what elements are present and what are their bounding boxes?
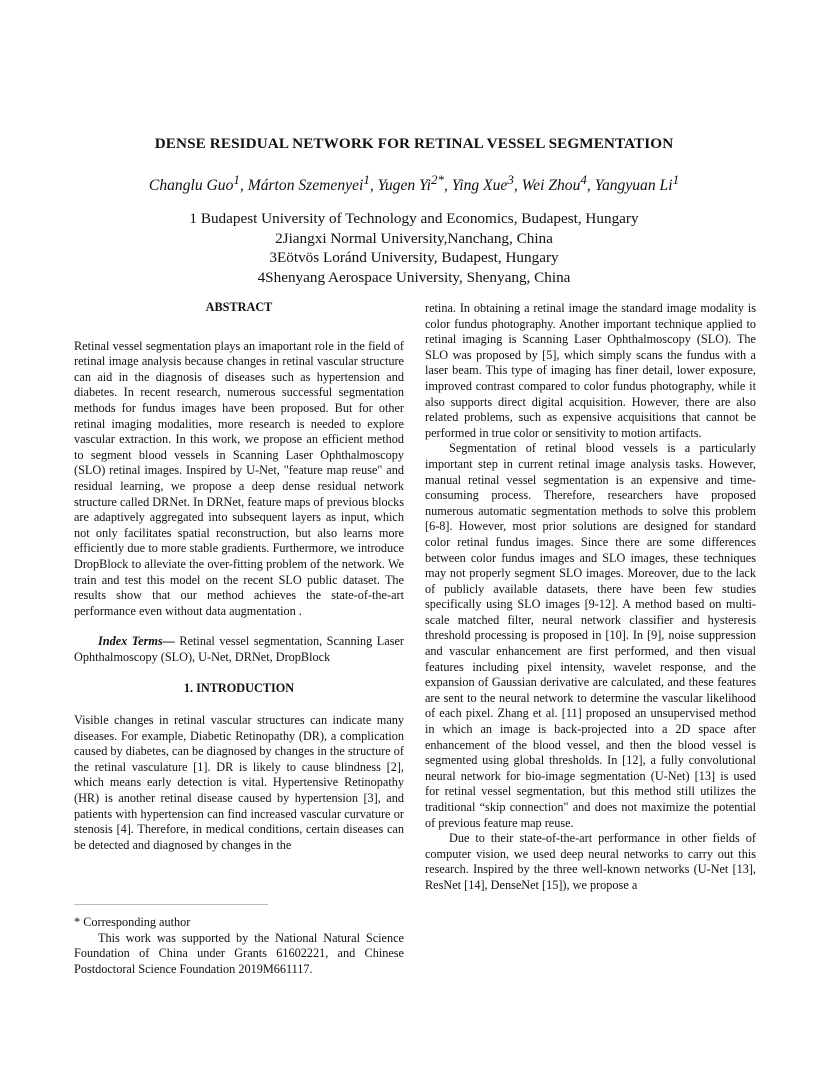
affiliation-4: 4Shenyang Aerospace University, Shenyang, China <box>257 268 571 286</box>
index-terms-text: Retinal vessel segmentation, Scanning Laser Ophthalmoscopy (SLO), U-Net, DRNet, DropBlock <box>74 634 404 664</box>
right-column <box>425 301 756 894</box>
index-terms-label: Index Terms— <box>98 634 175 649</box>
abstract-heading: ABSTRACT <box>205 300 273 314</box>
introduction-paragraph: Visible changes in retinal vascular structures can indicate many diseases. For example, Diabetic Retinopathy (DR), a complication caused by diabetes, can be diagnosed by changes in the structure of the retinal vasculature [1]. DR is likely to cause blindness [2], which means early detection is vital. Hypertensive Retinopathy (HR) is another retinal disease caused by hypertension [3], and patients with hypertension can find increased vascular curvature or stenosis [4]. Therefore, in medical conditions, certain diseases can be detected and diagnosed by changes in the <box>74 713 404 852</box>
left-column <box>74 300 404 853</box>
introduction-heading: 1. INTRODUCTION <box>183 681 295 696</box>
affiliation-1: 1 Budapest University of Technology and Economics, Budapest, Hungary <box>189 210 639 227</box>
affiliation-2: 2Jiangxi Normal University,Nanchang, China <box>275 229 553 247</box>
footnote-corresponding: * Corresponding author <box>74 915 191 929</box>
body-paragraph-2: Segmentation of retinal blood vessels is a particularly important step in current retinal image analysis tasks. However, manual retinal vessel segmentation is an expensive and time-consuming process. Therefore, researchers have proposed numerous automatic segmentation methods to solve this problem [6-8]. However, most prior solutions are designed for standard color retinal fundus images. Since there are some differences between color fundus images and SLO images, these techniques may not properly segment SLO images. Moreover, due to the lack of publicly available datasets, there have been few studies specifically using SLO images [9-12]. A method based on multi-scale matched filter, neural network classifier and hysteresis threshold processing is proposed in [10]. In [9], noise suppression and vascular enhancement are first performed, and then visual features including pixel intensity, wavelet response, and the expansion of Gaussian derivative are calculated, and these features are sent to the neural network to determine the vascular likelihood of each pixel. Zhang et al. [11] proposed an unsupervised method in which an image is back-projected into a 2D space after enhancement of the blood vessel, and then the blood vessel is segmented using global thresholds. In [12], a fully convolutional neural network for bio-image segmentation (U-Net) [13] is used for retinal vessel segmentation, but this method still utilizes the traditional “skip connection" and does not maximize the potential of previous feature map reuse. <box>425 441 756 830</box>
body-paragraph-3: Due to their state-of-the-art performance in other fields of computer vision, we used deep neural networks to carry out this research. Inspired by the three well-known networks (U-Net [13], ResNet [14], DenseNet [15]), we propose a <box>425 831 756 892</box>
affiliation-3: 3Eötvös Loránd University, Budapest, Hungary <box>269 249 559 266</box>
footnote-divider <box>74 904 268 905</box>
paper-title: DENSE RESIDUAL NETWORK FOR RETINAL VESSEL SEGMENTATION <box>154 135 674 152</box>
affiliations <box>0 209 828 287</box>
abstract-text: Retinal vessel segmentation plays an imaportant role in the field of retinal image analysis because changes in retinal vascular structure can aid in the diagnosis of diseases such as hypertension and diabetes. In recent research, numerous successful segmentation methods for fundus images have been proposed. But for other retinal imaging modalities, more research is needed to explore vascular extraction. In this work, we propose an efficient method to segment blood vessels in Scanning Laser Ophthalmoscopy (SLO) retinal images. Inspired by U-Net, "feature map reuse" and residual learning, we propose a deep dense residual network structure called DRNet. In DRNet, feature maps of previous blocks are adaptively aggregated into subsequent layers as input, which not only facilitates spatial reconstruction, but also learns more efficiently due to more stable gradients. Furthermore, we introduce DropBlock to alleviate the over-fitting problem of the network. We train and test this model on the recent SLO public dataset. The results show that our method achieves the state-of-the-art performance even without data augmentation . <box>74 338 404 618</box>
body-paragraph-1: retina. In obtaining a retinal image the standard image modality is color fundus photography. Another important technique applied to retinal imaging is Scanning Laser Ophthalmoscopy (SLO). The SLO was proposed by [5], which simply scans the fundus with a laser beam. This type of imaging has finer detail, lower exposure, improved contrast compared to color fundus photography, while it also supports direct digital acquisition. However, there are also related problems, such as expensive acquisitions that cannot be performed in true color or sensitivity to motion artifacts. <box>425 301 756 440</box>
footnote-funding: This work was supported by the National Natural Science Foundation of China under Grants 61602221, and Chinese Postdoctoral Science Foundation 2019M661117. <box>74 930 404 976</box>
author-list: Changlu Guo$^1$, Márton Szemenyei$^1$, Yugen $Yi^{2*}$, Ying Xue$^3$, Wei Zhou$^4$, Yangyuan Li$^1$ <box>148 172 680 195</box>
index-terms <box>74 634 404 665</box>
footnote <box>74 915 404 977</box>
